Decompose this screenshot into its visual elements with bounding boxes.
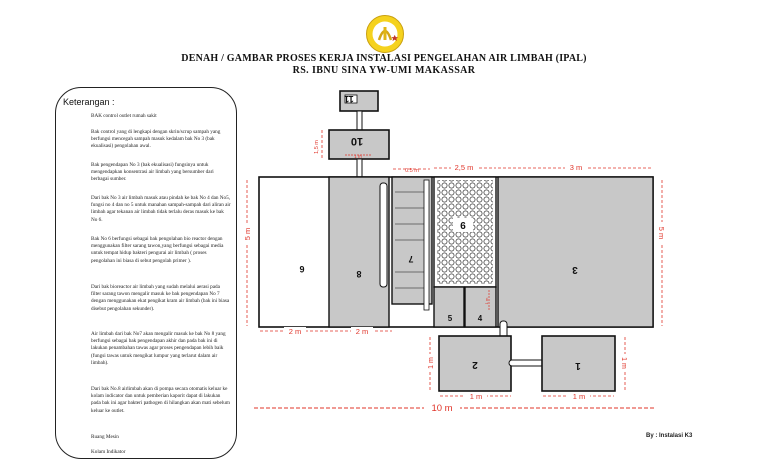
tank-label: 1 xyxy=(575,360,581,371)
tank-label: 3 xyxy=(572,264,578,275)
legend-item: Bak No 6 berfungsi sebagai bak pengolahan bio reactor dengan menggunakan filter sarang tawon,yang berfungsi sebagai media untuk tempat hidup bakteri pengurai air limbah ( proses pengolahan ini biasa di sebut pengolah primer ). xyxy=(91,236,224,264)
diagram-title: DENAH / GAMBAR PROSES KERJA INSTALASI PENGELAHAN AIR LIMBAH (IPAL) xyxy=(181,53,587,64)
dimension-label: 1 m xyxy=(428,357,435,369)
tank-label: 10 xyxy=(350,135,364,147)
legend-item: Ruang Mesin xyxy=(91,434,119,440)
dimension-label: 10 m xyxy=(431,403,453,414)
legend-item: BAK control outlet rumah sakit xyxy=(91,113,157,119)
legend-item: Dari bak bioreactor air limbah yang sudah melalui aerasi pada filter sarang tawon mengalir masuk ke bak pengendapan No 7 dengan menggunakan ekat pengikat kram air limbah (bak ini biasa disebut pengolahan sekunder). xyxy=(91,284,230,312)
diagram-subtitle: RS. IBNU SINA YW-UMI MAKASSAR xyxy=(292,65,476,76)
dimension-label: 2 m xyxy=(288,327,302,336)
pipe xyxy=(380,183,387,287)
dimension-label: 1 m xyxy=(354,154,362,159)
dimension-label: 2,5 m xyxy=(454,163,474,172)
legend-item: Bak control yang di lengkapi dengan skrin/scrup sampah yang berfungsi mencegah sampah masuk kedalam bak No 3 (bak ekualisasi) pengolahan awal. xyxy=(91,129,221,150)
tank-label: 11 xyxy=(344,94,354,104)
legend-item: Kolam Indikator xyxy=(91,449,126,455)
tank-label: 4 xyxy=(477,314,483,323)
tank-label: 6 xyxy=(299,264,305,274)
tank-label: 2 xyxy=(472,359,478,370)
tank-label: 7 xyxy=(408,254,414,264)
tank-label: 9 xyxy=(460,219,466,230)
dimension-label: 2 m xyxy=(355,327,369,336)
tank-3 xyxy=(498,177,653,327)
legend-heading: Keterangan : xyxy=(63,97,115,107)
legend-item: Dari bak No 3 air limbah masuk atau pindah ke bak No 4 dan No5, fungsi no 4 dan no 5 untuk manahan sampah-sampah dari aliran air limbah agar tekanan air limbah tidak terlalu deras masuk ke bak No 6. xyxy=(91,195,231,223)
author-credit: By : Instalasi K3 xyxy=(646,433,693,439)
dimension-label: 5 m xyxy=(243,227,252,241)
dimension-label: 1 m xyxy=(469,392,483,401)
dimension-label: 1,5 m xyxy=(314,140,320,154)
legend-item: Bak pengendapan No 3 (bak ekualisasi) fungsinya untuk mengendapkan konsentrasi air limbah yang bersumber dari berbagai sumber. xyxy=(91,162,214,183)
tank-label: 8 xyxy=(356,269,362,279)
dimension-label: 1 m xyxy=(572,392,586,401)
dimension-label: 1 m xyxy=(620,357,627,369)
legend-item: Dari bak No.8 airlimbah akan di pompa secara otomatis keluar ke kolam indicator dan untuk pemberian kaporit dapat di lakukan pada bak ini agar bakteri pathogen di hilangkan akan mati sebelum keluar ke outlet. xyxy=(91,386,230,414)
dimension-label: 0.5 m xyxy=(405,168,419,174)
dimension-label: 3 m xyxy=(569,163,583,172)
legend-item: Air limbah dari bak No7 akan mengalir masuk ke bak No 8 yang berfungsi sebagai bak pengendapan akhir dan pada bak ini di lakukan penambahan tawas agar proses pengendapan lebih baik (fungsi tawas untuk mengikat lumpur yang terlarut dalam air limbah). xyxy=(91,331,226,366)
dimension-label: 1 m xyxy=(484,297,489,305)
tank-label: 5 xyxy=(447,314,453,323)
dimension-label: 5 m xyxy=(657,226,666,240)
